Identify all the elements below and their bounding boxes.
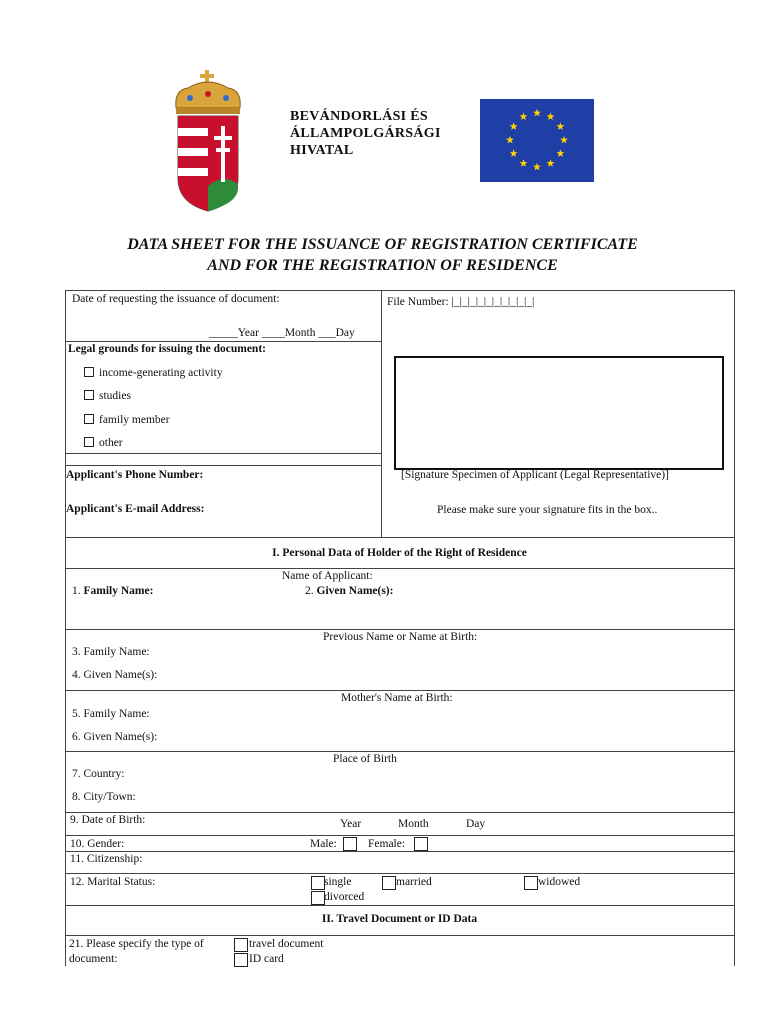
date-of-birth-label: 9. Date of Birth: <box>70 814 146 826</box>
travel-document-label: travel document <box>249 938 324 950</box>
place-of-birth-heading: Place of Birth <box>333 753 397 765</box>
divorced-checkbox[interactable] <box>311 891 325 905</box>
signature-box[interactable] <box>394 356 724 470</box>
marital-status-label: 12. Marital Status: <box>70 876 156 888</box>
checkbox[interactable] <box>84 437 94 447</box>
mother-name-heading: Mother's Name at Birth: <box>341 692 453 704</box>
month-field[interactable]: ____Month <box>261 327 316 339</box>
ground-studies[interactable]: studies <box>84 390 131 402</box>
gender-label: 10. Gender: <box>70 838 125 850</box>
female-checkbox[interactable] <box>414 837 428 851</box>
document-title: DATA SHEET FOR THE ISSUANCE OF REGISTRATION CERTIFICATE AND FOR THE REGISTRATION OF RESIDENCE <box>127 236 638 274</box>
date-request-fields <box>209 327 355 339</box>
travel-document-checkbox[interactable] <box>234 938 248 952</box>
email-label: Applicant's E-mail Address: <box>66 503 205 515</box>
signature-caption: [Signature Specimen of Applicant (Legal Representative)] <box>401 469 669 481</box>
dob-year-label: Year <box>340 818 362 830</box>
previous-name-heading: Previous Name or Name at Birth: <box>323 631 478 643</box>
female-label: Female: <box>368 838 406 850</box>
agency-name: BEVÁNDORLÁSI ÉS ÁLLAMPOLGÁRSÁGI HIVATAL <box>290 109 441 158</box>
date-request-label: Date of requesting the issuance of document: <box>72 293 280 305</box>
id-card-checkbox[interactable] <box>234 953 248 967</box>
hungarian-coat-of-arms-icon <box>168 68 248 213</box>
name-of-applicant-label: Name of Applicant: <box>282 570 373 582</box>
ground-income[interactable]: income-generating activity <box>84 367 223 379</box>
signature-note: Please make sure your signature fits in the box.. <box>437 504 658 516</box>
checkbox[interactable] <box>84 390 94 400</box>
married-checkbox[interactable] <box>382 876 396 890</box>
section2-heading: II. Travel Document or ID Data <box>321 913 478 925</box>
city-label: 8. City/Town: <box>72 791 136 803</box>
country-label: 7. Country: <box>72 768 125 780</box>
single-checkbox[interactable] <box>311 876 325 890</box>
id-card-label: ID card <box>249 953 284 965</box>
section1-heading: I. Personal Data of Holder of the Right of Residence <box>272 547 527 559</box>
eu-flag-icon <box>480 99 594 182</box>
day-field[interactable]: ___Day <box>318 327 355 339</box>
previous-family-name-label: 3. Family Name: <box>72 646 150 658</box>
male-checkbox[interactable] <box>343 837 357 851</box>
year-field[interactable]: _____Year <box>209 327 259 339</box>
male-label: Male: <box>310 838 337 850</box>
mother-given-name-label: 6. Given Name(s): <box>72 731 158 743</box>
doc-type-label-line2: document: <box>69 953 118 965</box>
doc-type-label-line1: 21. Please specify the type of <box>69 938 204 950</box>
phone-label: Applicant's Phone Number: <box>66 469 204 481</box>
given-name-label: 2. Given Name(s): <box>305 585 394 597</box>
file-number-field[interactable]: |_|_|_|_|_|_|_|_|_|_| <box>451 296 535 308</box>
legal-grounds-label: Legal grounds for issuing the document: <box>68 343 266 355</box>
married-label: married <box>396 876 432 888</box>
widowed-checkbox[interactable] <box>524 876 538 890</box>
previous-given-name-label: 4. Given Name(s): <box>72 669 158 681</box>
ground-family-member[interactable]: family member <box>84 414 170 426</box>
dob-day-label: Day <box>466 818 486 830</box>
family-name-label: 1. Family Name: <box>72 585 154 597</box>
checkbox[interactable] <box>84 414 94 424</box>
file-number-label: File Number: |_|_|_|_|_|_|_|_|_|_| <box>387 296 535 308</box>
mother-family-name-label: 5. Family Name: <box>72 708 150 720</box>
single-label: single <box>324 876 352 888</box>
ground-other[interactable]: other <box>84 437 123 449</box>
widowed-label: widowed <box>538 876 581 888</box>
divorced-label: divorced <box>324 891 365 903</box>
dob-month-label: Month <box>398 818 429 830</box>
checkbox[interactable] <box>84 367 94 377</box>
citizenship-label: 11. Citizenship: <box>70 853 143 865</box>
